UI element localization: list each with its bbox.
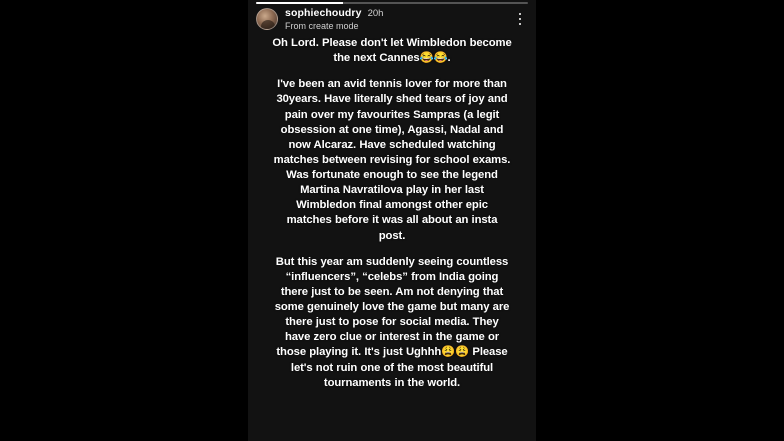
username-label[interactable]: sophiechoudry xyxy=(285,6,362,19)
avatar[interactable] xyxy=(256,8,278,30)
story-paragraph: But this year am suddenly seeing countless “influencers”, “celebs” from India going there just to be seen. Am not denying that some genuinely love the game but many are there just to pose for social media. They have zero clue or interest in the game or those playing it. It's just Ughhh😩😩 Please let's not ruin one of the most beautiful tournaments in the world. xyxy=(274,255,510,389)
story-author-row xyxy=(285,7,383,20)
story-paragraph: I've been an avid tennis lover for more than 30years. Have literally shed tears of joy and pain over my favourites Sampras (a legit obsession at one time), Agassi, Nadal and now Alcaraz. Have scheduled watching matches between revising for school exams. Was fortunate enough to see the legend Martina Navratilova play in her last Wimbledon final amongst other epic matches before it was all about an insta post. xyxy=(273,78,511,242)
story-subtitle: From create mode xyxy=(285,20,359,31)
story-text-block xyxy=(248,36,536,391)
more-options-icon[interactable] xyxy=(512,10,528,28)
story-paragraph: Oh Lord. Please don't let Wimbledon become the next Cannes😂😂. xyxy=(272,37,512,65)
timestamp-label: 20h xyxy=(367,7,384,19)
story-header xyxy=(248,4,536,34)
story-viewer[interactable] xyxy=(248,0,536,441)
story-author-block xyxy=(285,7,383,31)
